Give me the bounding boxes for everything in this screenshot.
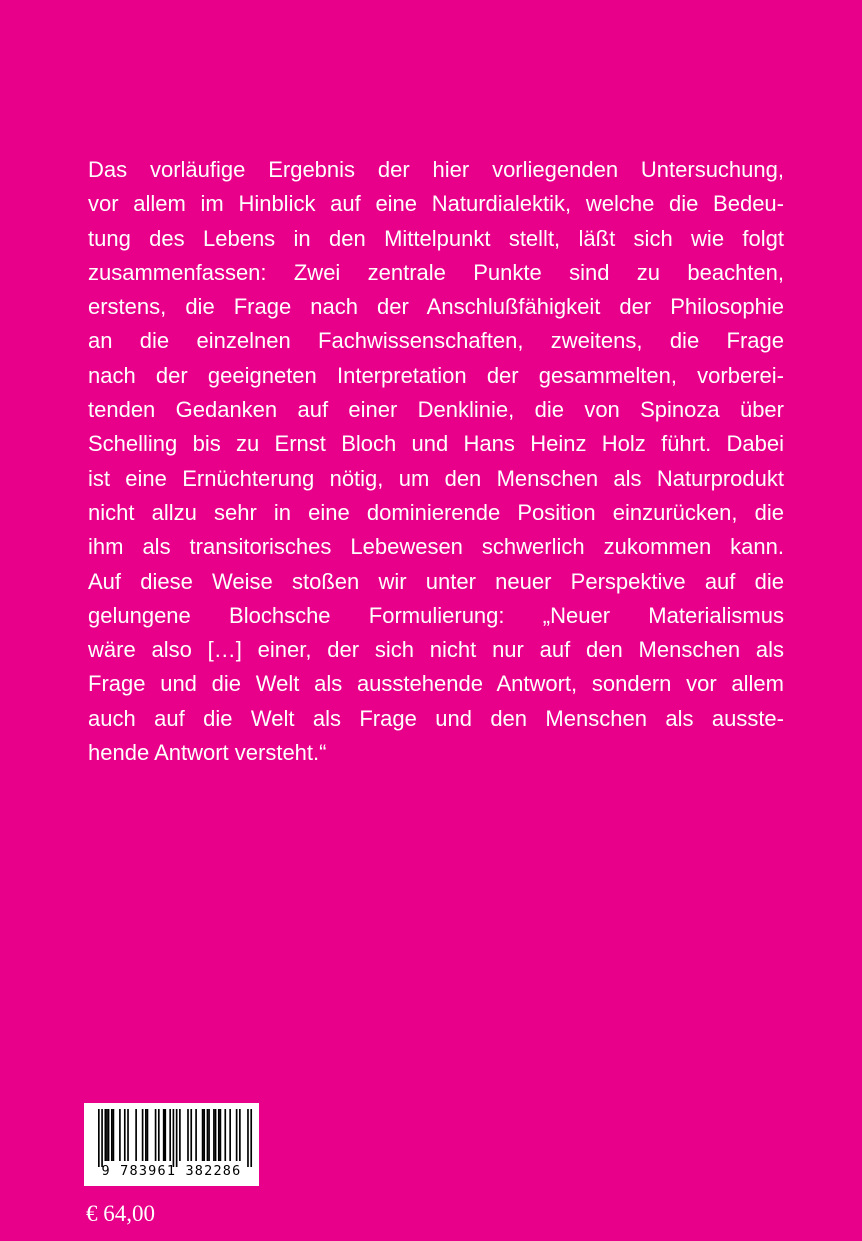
price-label: € 64,00 [86,1201,155,1226]
blurb-line: Auf diese Weise stoßen wir unter neuer Perspektive auf die [88,568,784,594]
barcode-bar [106,1109,108,1161]
blurb-line: nach der geeigneten Interpretation der gesammelten, vorberei- [88,362,784,388]
barcode-bar [208,1109,210,1161]
blurb-line: Das vorläufige Ergebnis der hier vorliegenden Untersuchung, [88,157,784,182]
barcode-bar [195,1109,197,1161]
barcode-bar [229,1109,231,1161]
barcode-bar [124,1109,126,1161]
barcode-bar [104,1109,106,1161]
barcode-bar [213,1109,215,1161]
barcode-bar [220,1109,222,1161]
blurb-line: ist eine Ernüchterung nötig, um den Menschen als Naturprodukt [88,465,784,491]
barcode-bar [179,1109,181,1161]
blurb-text [88,153,784,770]
barcode-bar [215,1109,217,1161]
barcode-bar [169,1109,171,1161]
barcode-bar [224,1109,226,1161]
isbn-number: 9 783961 382286 [101,1163,242,1179]
blurb-line: Frage und die Welt als ausstehende Antwort, sondern vor allem [88,671,784,697]
barcode-bar [239,1109,241,1161]
blurb-line: tenden Gedanken auf einer Denklinie, die von Spinoza über [88,397,784,423]
barcode-bar [111,1109,113,1161]
barcode-bar [202,1109,204,1161]
blurb-line: nicht allzu sehr in eine dominierende Position einzurücken, die [88,499,784,525]
blurb-line: tung des Lebens in den Mittelpunkt stellt, läßt sich wie folgt [88,225,784,251]
barcode-bar [203,1109,205,1161]
barcode-bar [155,1109,157,1161]
blurb-line: hende Antwort versteht.“ [88,740,327,766]
blurb-line: Schelling bis zu Ernst Bloch und Hans Heinz Holz führt. Dabei [88,431,784,457]
barcode-bar [176,1109,178,1167]
barcode-bar [101,1109,103,1167]
isbn-barcode [84,1103,259,1186]
barcode-bar [163,1109,165,1161]
blurb-line: gelungene Blochsche Formulierung: „Neuer Materialismus [88,602,784,628]
barcode-bar [187,1109,189,1161]
barcode-bar [207,1109,209,1161]
blurb-line: auch auf die Welt als Frage und den Menschen als ausste- [88,705,784,731]
barcode-bar [127,1109,129,1161]
barcode-bar [142,1109,144,1161]
barcode-bar [119,1109,121,1161]
barcode-bar [236,1109,238,1161]
barcode-bar [108,1109,110,1161]
barcode-bar [218,1109,220,1161]
barcode-bar [135,1109,137,1161]
barcode-bar [190,1109,192,1161]
blurb-line: vor allem im Hinblick auf eine Naturdialektik, welche die Bedeu- [88,191,784,217]
barcode-bar [145,1109,147,1161]
blurb-line: zusammenfassen: Zwei zentrale Punkte sind zu beachten, [88,259,784,285]
blurb-line: erstens, die Frage nach der Anschlußfähigkeit der Philosophie [88,294,784,320]
barcode-bar [98,1109,100,1167]
blurb-line: an die einzelnen Fachwissenschaften, zweitens, die Frage [88,328,784,354]
barcode-bar [247,1109,249,1167]
barcode-bar [173,1109,175,1167]
barcode-bar [147,1109,149,1161]
blurb-line: ihm als transitorisches Lebewesen schwerlich zukommen kann. [88,534,784,560]
barcode-bar [164,1109,166,1161]
barcode-bar [158,1109,160,1161]
blurb-line: wäre also […] einer, der sich nicht nur auf den Menschen als [88,637,784,663]
barcode-bar [250,1109,252,1167]
barcode-bar [113,1109,115,1161]
